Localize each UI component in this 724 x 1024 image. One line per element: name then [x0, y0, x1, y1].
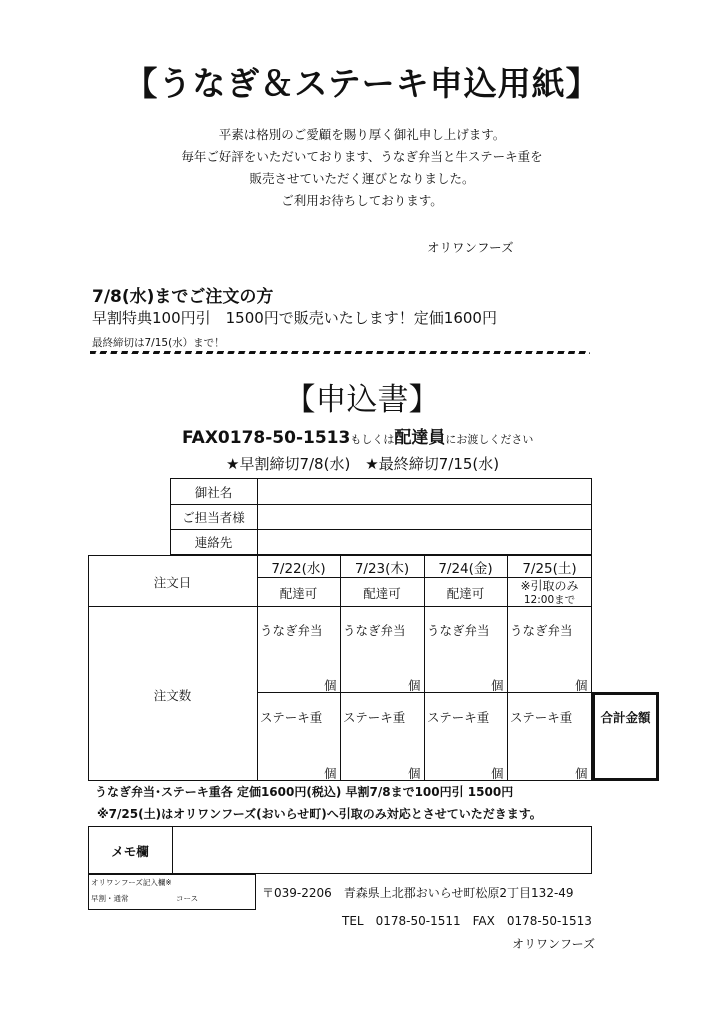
footer-company: オリワンフーズ: [512, 937, 596, 951]
delivery-ok-0723: 配達可: [363, 586, 401, 601]
memo-label: メモ欄: [111, 844, 149, 859]
delivery-ok-0722: 配達可: [279, 586, 318, 601]
footer-contact: TEL 0178-50-1511 FAX 0178-50-1513: [342, 914, 592, 928]
page-title: 【うなぎ＆ステーキ申込用紙】: [124, 64, 600, 103]
promo-detail: 早割特典100円引 1500円で販売いたします！定価1600円: [92, 309, 497, 327]
steak-label-0725: ステーキ重: [510, 710, 573, 725]
pickup-time-0725: 12:00まで: [523, 594, 576, 606]
unagi-label-0723: うなぎ弁当: [343, 623, 406, 638]
steak-unit-0725: 個: [575, 766, 588, 781]
fax-staff: 配達員: [394, 428, 446, 448]
total-amount-box[interactable]: [592, 692, 659, 781]
fax-or: もしくは: [350, 433, 395, 446]
deadlines: ★早割締切7/8(水) ★最終締切7/15(水): [226, 455, 500, 473]
steak-label-0722: ステーキ重: [260, 710, 323, 725]
fax-suffix: にお渡しください: [445, 433, 534, 446]
contact-person-label: ご担当者様: [182, 510, 245, 525]
phone-label: 連絡先: [194, 535, 233, 550]
footer-address: 〒039-2206 青森県上北郡おいらせ町松原2丁目132-49: [262, 886, 574, 900]
company-name-field[interactable]: [259, 480, 590, 503]
date-0723: 7/23(木): [354, 561, 410, 577]
order-date-label: 注文日: [153, 575, 192, 590]
unagi-qty-field-0724[interactable]: [426, 608, 506, 691]
promo-final-deadline: 最終締切は7/15(水）まで！: [92, 337, 225, 349]
intro-company: オリワンフーズ: [427, 240, 514, 255]
date-0724: 7/24(金): [438, 561, 493, 577]
office-course: コース: [176, 894, 199, 903]
steak-qty-field-0725[interactable]: [509, 694, 591, 779]
total-amount-label: 合計金額: [600, 710, 651, 725]
price-note: うなぎ弁当･ステーキ重各 定価1600円(税込) 早割7/8まで100円引 1500円: [95, 785, 514, 799]
company-name-label: 御社名: [194, 485, 233, 500]
unagi-label-0722: うなぎ弁当: [260, 623, 323, 638]
delivery-ok-0724: 配達可: [446, 586, 485, 601]
steak-unit-0722: 個: [324, 766, 337, 781]
steak-qty-field-0723[interactable]: [342, 694, 423, 779]
phone-field[interactable]: [259, 531, 590, 554]
intro-line-1: 平素は格別のご愛顧を賜り厚く御礼申し上げます。: [218, 127, 506, 142]
unagi-label-0725: うなぎ弁当: [510, 623, 573, 638]
memo-field[interactable]: [174, 828, 590, 872]
steak-qty-field-0724[interactable]: [426, 694, 506, 779]
order-qty-label: 注文数: [153, 688, 192, 703]
steak-qty-field-0722[interactable]: [259, 694, 339, 779]
fax-line: [182, 423, 533, 448]
steak-unit-0723: 個: [408, 766, 421, 781]
form-title: 【申込書】: [284, 382, 440, 418]
unagi-label-0724: うなぎ弁当: [427, 623, 490, 638]
steak-label-0724: ステーキ重: [427, 710, 490, 725]
fax-number: FAX0178-50-1513: [182, 428, 351, 448]
unagi-unit-0725: 個: [575, 678, 588, 693]
office-use-label: オリワンフーズ記入欄※: [91, 878, 172, 887]
dashed-divider: [90, 351, 590, 354]
steak-label-0723: ステーキ重: [343, 710, 406, 725]
intro-line-3: 販売させていただく運びとなりました。: [249, 171, 475, 186]
date-0722: 7/22(水): [271, 561, 326, 577]
office-early-normal: 早割・通常: [91, 894, 129, 903]
unagi-unit-0722: 個: [324, 678, 337, 693]
pickup-only-0725: ※引取のみ: [520, 579, 579, 593]
date-0725: 7/25(土): [522, 561, 577, 577]
unagi-qty-field-0722[interactable]: [259, 608, 339, 691]
unagi-unit-0724: 個: [491, 678, 504, 693]
intro-line-4: ご利用お待ちしております。: [281, 193, 443, 208]
unagi-qty-field-0725[interactable]: [509, 608, 591, 691]
steak-unit-0724: 個: [491, 766, 504, 781]
intro-line-2: 毎年ご好評をいただいております、うなぎ弁当と牛ステーキ重を: [181, 149, 543, 164]
unagi-unit-0723: 個: [408, 678, 421, 693]
pickup-note: ※7/25(土)はオリワンフーズ(おいらせ町)へ引取のみ対応とさせていただきます。: [97, 807, 542, 821]
contact-person-field[interactable]: [259, 506, 590, 528]
unagi-qty-field-0723[interactable]: [342, 608, 423, 691]
promo-heading: 7/8(水)までご注文の方: [92, 287, 274, 307]
